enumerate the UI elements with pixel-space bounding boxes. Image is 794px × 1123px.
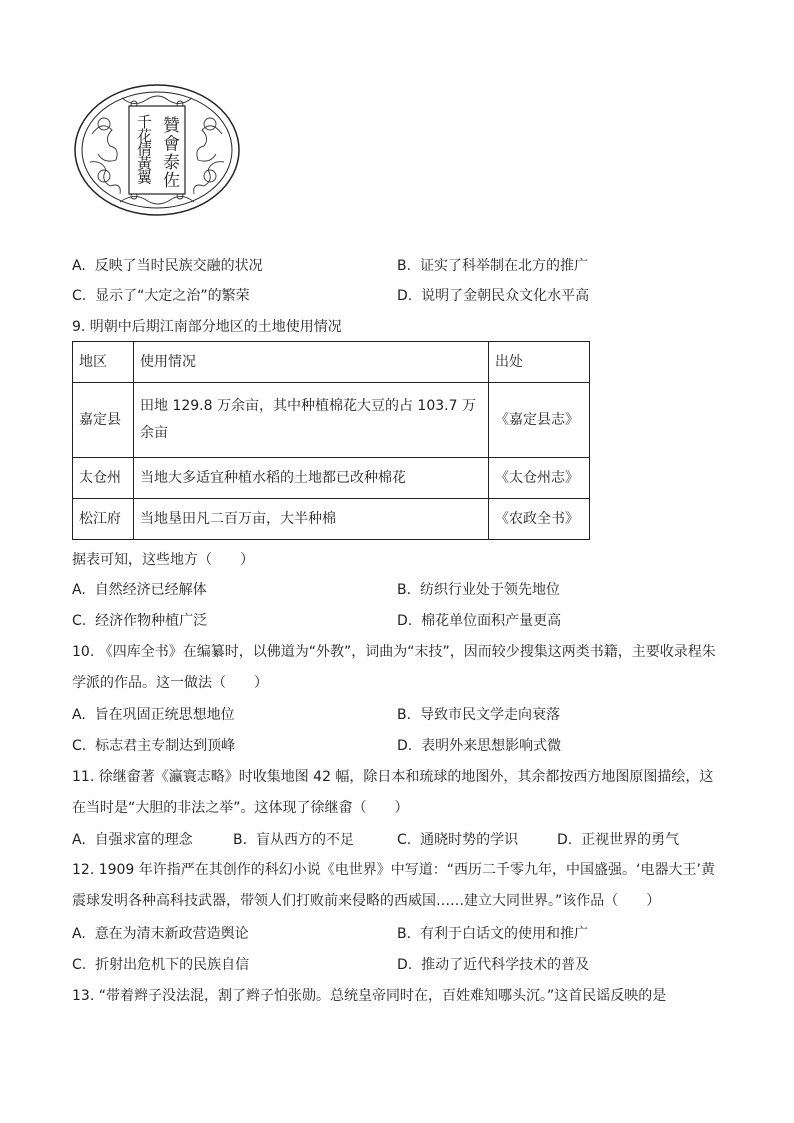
cell-source: 《太仓州志》 (489, 458, 590, 499)
q10-option-d[interactable]: D. 表明外来思想影响式微 (397, 738, 562, 754)
seal-column-right: 贊 會 泰 佐 (159, 116, 179, 187)
q12-option-d[interactable]: D. 推动了近代科学技术的普及 (397, 957, 590, 973)
q10-option-a[interactable]: A. 旨在巩固正统思想地位 (72, 707, 235, 723)
q9-option-a[interactable]: A. 自然经济已经解体 (72, 582, 207, 598)
q12-option-b[interactable]: B. 有利于白话文的使用和推广 (397, 926, 588, 942)
land-use-table (72, 341, 590, 540)
cell-region: 嘉定县 (73, 383, 134, 458)
cell-region: 松江府 (73, 499, 134, 540)
cell-usage: 当地垦田凡二百万亩，大半种棉 (134, 499, 489, 540)
q9-stem: 9. 明朝中后期江南部分地区的土地使用情况 (72, 319, 342, 335)
q13-stem: 13. “带着辫子没法混，割了辫子怕张勋。总统皇帝同时在，百姓难知哪头沉。”这首民谣反映的是 (72, 988, 667, 1004)
q9-prompt: 据表可知，这些地方（ ） (72, 552, 254, 568)
header-region: 地区 (73, 342, 134, 383)
q10-option-c[interactable]: C. 标志君主专制达到顶峰 (72, 738, 236, 754)
table-header-row (73, 342, 590, 383)
q8-option-b[interactable]: B. 证实了科举制在北方的推广 (397, 258, 588, 274)
cell-usage: 田地 129.8 万余亩，其中种植棉花大豆的占 103.7 万余亩 (134, 383, 489, 458)
q8-option-a[interactable]: A. 反映了当时民族交融的状况 (72, 258, 263, 274)
q10-stem: 10. 《四库全书》在编纂时，以佛道为“外教”，词曲为“末技”，因而较少搜集这两类书籍，主要收录程朱学派的作品。这一做法（ ） (72, 644, 716, 691)
table-row (73, 383, 590, 458)
q9-option-c[interactable]: C. 经济作物种植广泛 (72, 613, 208, 629)
header-source: 出处 (489, 342, 590, 383)
coin-seal-image (74, 84, 240, 216)
q8-option-d[interactable]: D. 说明了金朝民众文化水平高 (397, 288, 590, 304)
table-row (73, 499, 590, 540)
q9-option-b[interactable]: B. 纺织行业处于领先地位 (397, 582, 560, 598)
q12-option-c[interactable]: C. 折射出危机下的民族自信 (72, 957, 250, 973)
header-usage: 使用情况 (134, 342, 489, 383)
cell-source: 《农政全书》 (489, 499, 590, 540)
cell-usage: 当地大多适宜种植水稻的土地都已改种棉花 (134, 458, 489, 499)
q11-option-c[interactable]: C. 通晓时势的学识 (397, 832, 519, 848)
q11-stem: 11. 徐继畲著《瀛寰志略》时收集地图 42 幅，除日本和琉球的地图外，其余都按西方地图原图描绘，这在当时是“大胆的非法之举”。这体现了徐继畲（ ） (72, 769, 714, 816)
q11-option-b[interactable]: B. 盲从西方的不足 (233, 832, 354, 848)
q8-option-c[interactable]: C. 显示了“大定之治”的繁荣 (72, 288, 250, 304)
q11-option-d[interactable]: D. 正视世界的勇气 (557, 832, 680, 848)
seal-column-left: 千 花 倩 黃 翼 (135, 114, 153, 182)
q9-option-d[interactable]: D. 棉花单位面积产量更高 (397, 613, 562, 629)
q10-option-b[interactable]: B. 导致市民文学走向衰落 (397, 707, 560, 723)
cell-region: 太仓州 (73, 458, 134, 499)
cell-source: 《嘉定县志》 (489, 383, 590, 458)
q12-stem: 12. 1909 年许指严在其创作的科幻小说《电世界》中写道：“西历二千零九年，中国盛强。‘电器大王’黄震球发明各种高科技武器，带领人们打败前来侵略的西威国……建立大同世界。”该作品（ ） (72, 862, 715, 909)
table-row (73, 458, 590, 499)
q12-option-a[interactable]: A. 意在为清末新政营造舆论 (72, 926, 249, 942)
q11-option-a[interactable]: A. 自强求富的理念 (72, 832, 193, 848)
